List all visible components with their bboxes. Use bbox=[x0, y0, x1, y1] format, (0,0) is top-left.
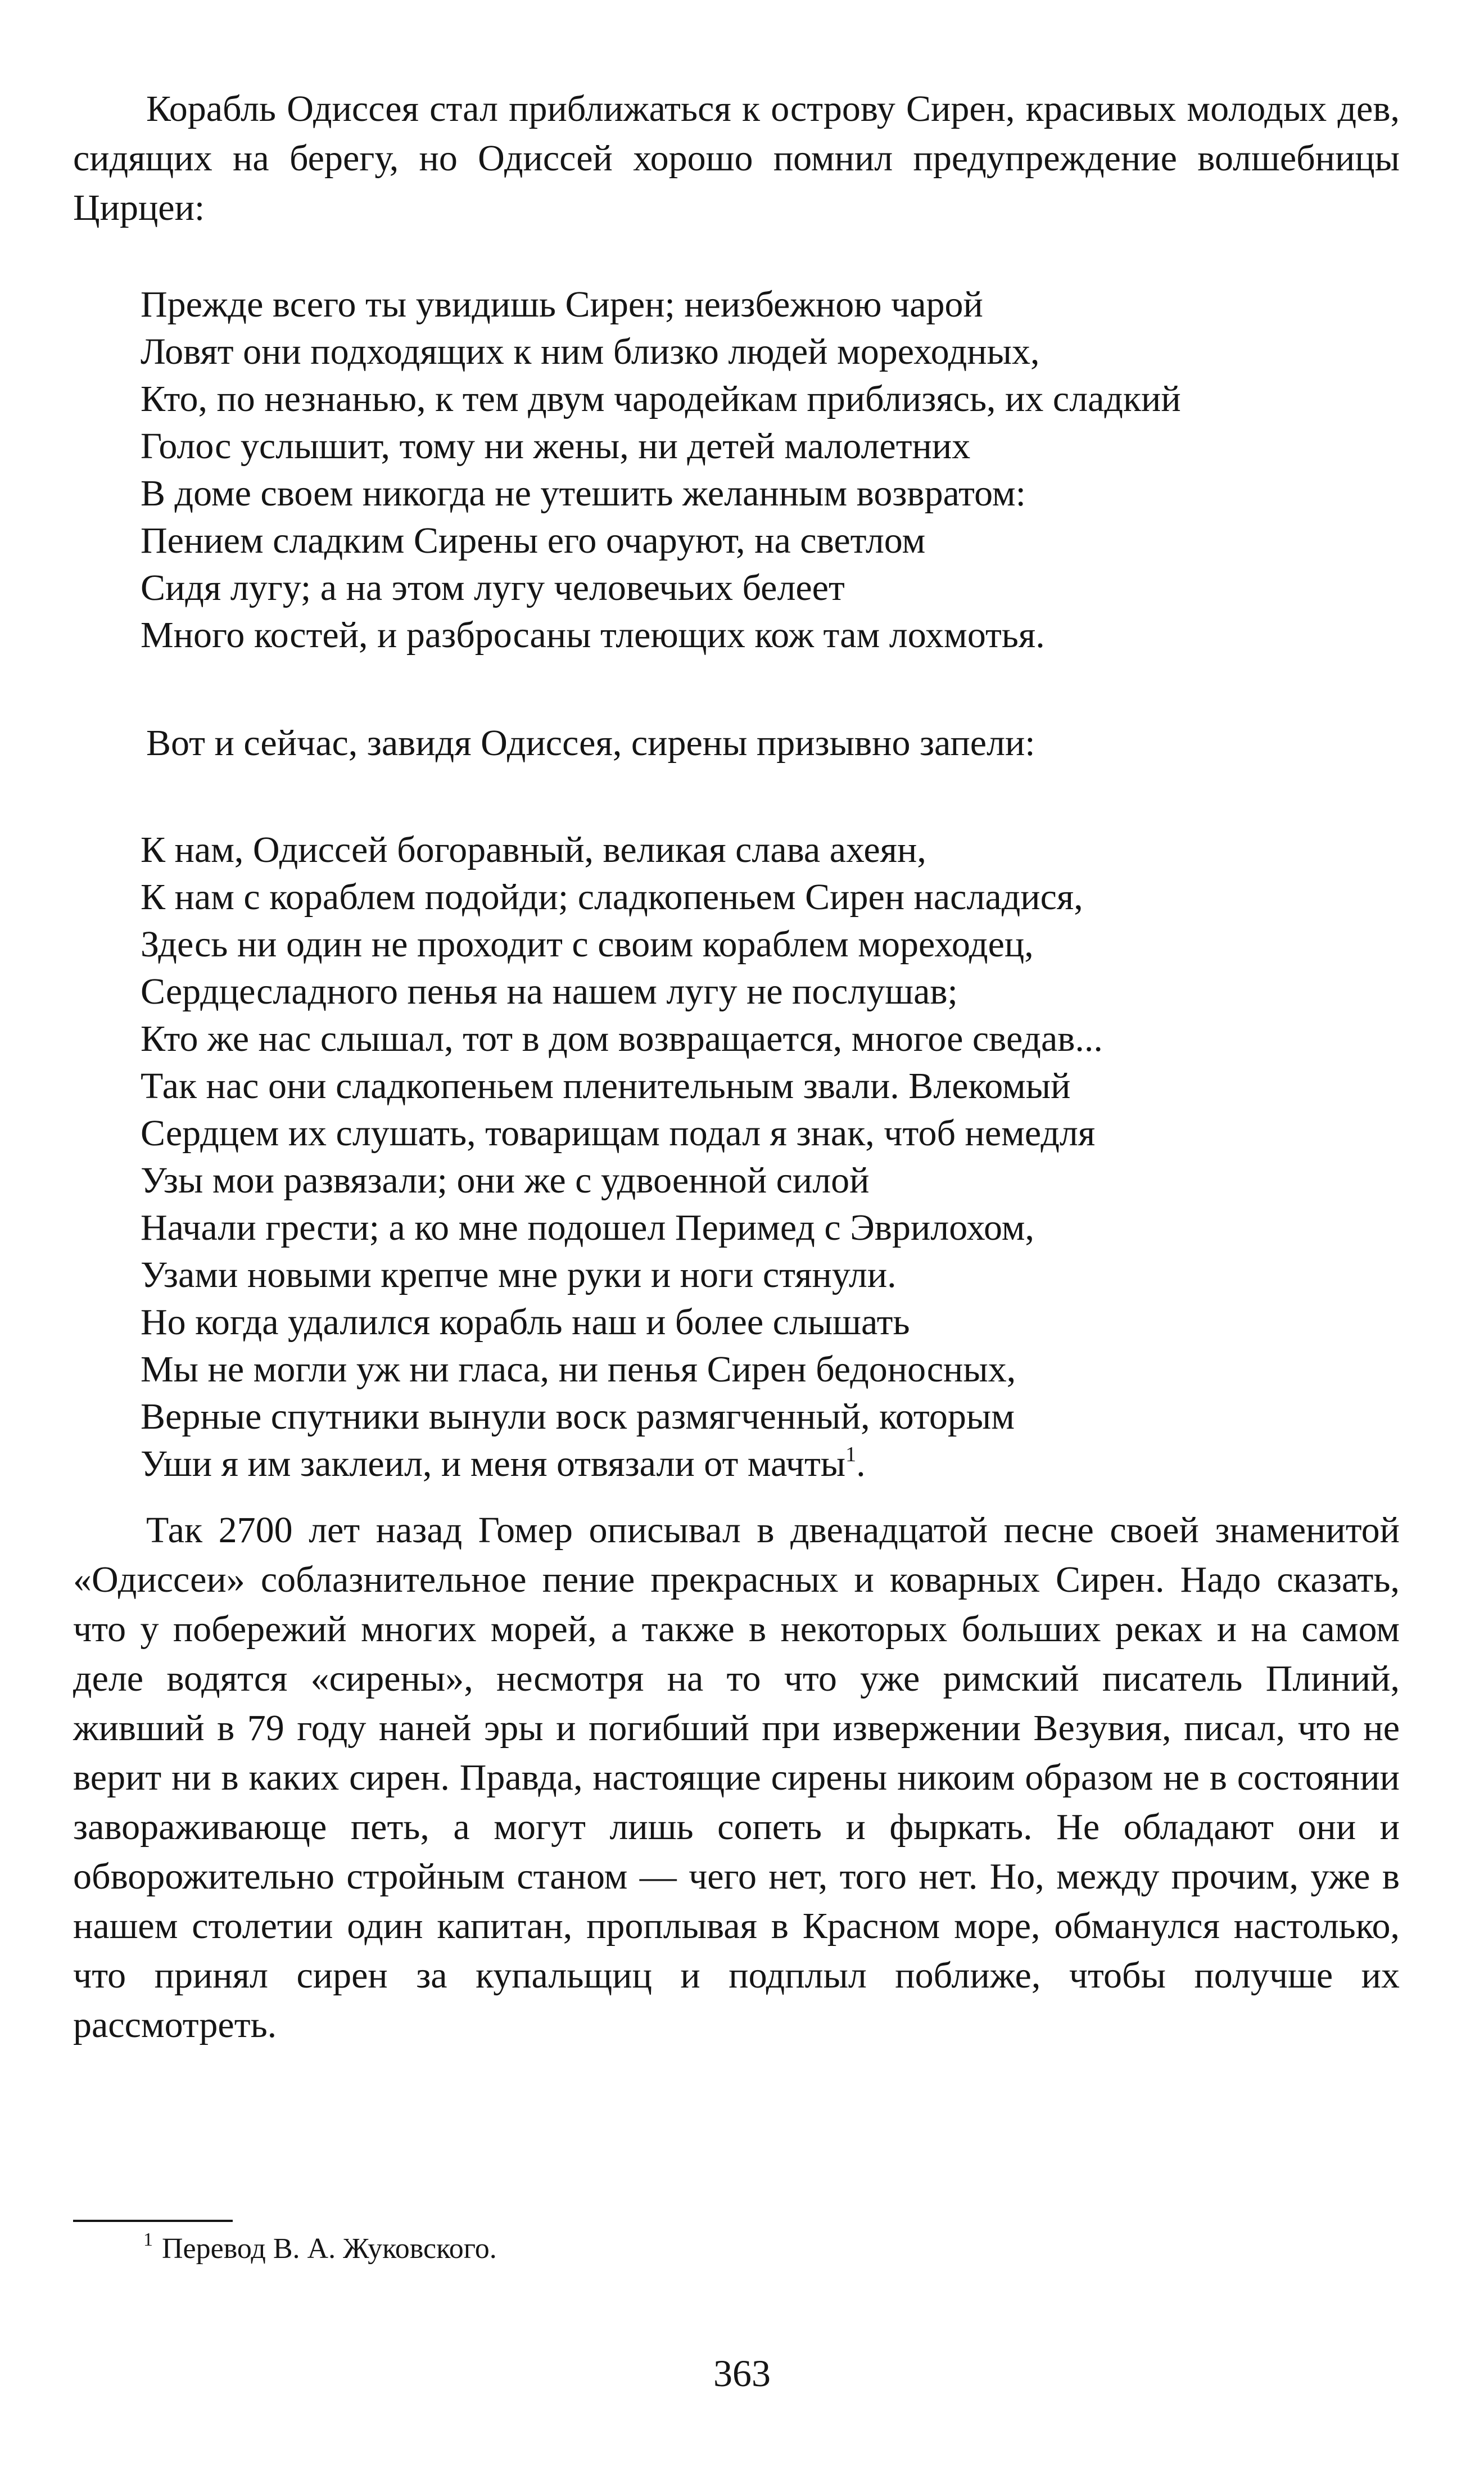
poem-line: Ловят они подходящих к ним близко людей мореходных, bbox=[141, 331, 1040, 372]
poem-line: Мы не могли уж ни гласа, ни пенья Сирен бедоносных, bbox=[141, 1349, 1016, 1390]
poem-line: Начали грести; а ко мне подошел Перимед с Эврилохом, bbox=[141, 1207, 1035, 1248]
poem-line: Сердцем их слушать, товарищам подал я знак, чтоб немедля bbox=[141, 1113, 1096, 1154]
poem-quote-second bbox=[141, 826, 1411, 1488]
footnote-number: 1 bbox=[143, 2229, 153, 2250]
poem-line: К нам, Одиссей богоравный, великая слава ахеян, bbox=[141, 829, 926, 870]
poem-quote-first bbox=[141, 281, 1411, 659]
poem-line-tail: . bbox=[856, 1443, 866, 1484]
footnote-divider bbox=[73, 2220, 233, 2222]
poem-line: Кто, по незнанью, к тем двум чародейкам приблизясь, их сладкий bbox=[141, 378, 1181, 419]
poem-line: Здесь ни один не проходит с своим кораблем мореходец, bbox=[141, 924, 1034, 965]
poem-line: Прежде всего ты увидишь Сирен; неизбежною чарой bbox=[141, 284, 983, 325]
intro-paragraph: Корабль Одиссея стал приближаться к острову Сирен, красивых молодых дев, сидящих на берегу, но Одиссей хорошо помнил предупреждение волшебницы Цирцеи: bbox=[73, 88, 1400, 228]
footnote-marker: 1 bbox=[845, 1443, 857, 1466]
poem-line: Кто же нас слышал, тот в дом возвращается, многое сведав... bbox=[141, 1018, 1103, 1059]
transition-paragraph: Вот и сейчас, завидя Одиссея, сирены призывно запели: bbox=[146, 722, 1035, 764]
poem-line: Много костей, и разбросаны тлеющих кож там лохмотья. bbox=[141, 615, 1045, 656]
poem-line: Голос услышит, тому ни жены, ни детей малолетних bbox=[141, 426, 971, 467]
footnote-text: Перевод В. А. Жуковского. bbox=[162, 2233, 497, 2265]
poem-line: Узами новыми крепче мне руки и ноги стянули. bbox=[141, 1254, 897, 1295]
poem-line: Пением сладким Сирены его очаруют, на светлом bbox=[141, 520, 926, 561]
poem-line: Узы мои развязали; они же с удвоенной силой bbox=[141, 1160, 870, 1201]
footnote bbox=[143, 2226, 497, 2271]
poem-line: Так нас они сладкопеньем пленительным звали. Влекомый bbox=[141, 1065, 1071, 1106]
poem-line: Верные спутники вынули воск размягченный, которым bbox=[141, 1396, 1015, 1437]
page-number: 363 bbox=[713, 2352, 771, 2395]
poem-line: Сердцесладного пенья на нашем лугу не послушав; bbox=[141, 971, 958, 1012]
poem-line-last bbox=[141, 1440, 1411, 1488]
poem-line: К нам с кораблем подойди; сладкопеньем Сирен насладися, bbox=[141, 877, 1083, 918]
commentary-paragraph: Так 2700 лет назад Гомер описывал в двенадцатой песне своей знаменитой «Одиссеи» соблазнительное пение прекрасных и коварных Сирен. Надо сказать, что у побережий многих морей, а также в некоторых больших реках и на самом деле водятся «сирены», несмотря на то что уже римский писатель Плиний, живший в 79 году наней эры и погибший при извержении Везувия, писал, что не верит ни в каких сирен. Правда, настоящие сирены никоим образом не в состоянии завораживающе петь, а могут лишь сопеть и фыркать. Не обладают они и обворожительно стройным станом — чего нет, того нет. Но, между прочим, уже в нашем столетии один капитан, проплывая в Красном море, обманулся настолько, что принял сирен за купальщиц и подплыл поближе, чтобы получше их рассмотреть. bbox=[73, 1510, 1400, 2045]
poem-line: Сидя лугу; а на этом лугу человечьих белеет bbox=[141, 567, 845, 608]
poem-line: В доме своем никогда не утешить желанным возвратом: bbox=[141, 473, 1026, 514]
poem-line: Но когда удалился корабль наш и более слышать bbox=[141, 1302, 910, 1343]
poem-line-text: Уши я им заклеил, и меня отвязали от мачты bbox=[141, 1443, 846, 1484]
